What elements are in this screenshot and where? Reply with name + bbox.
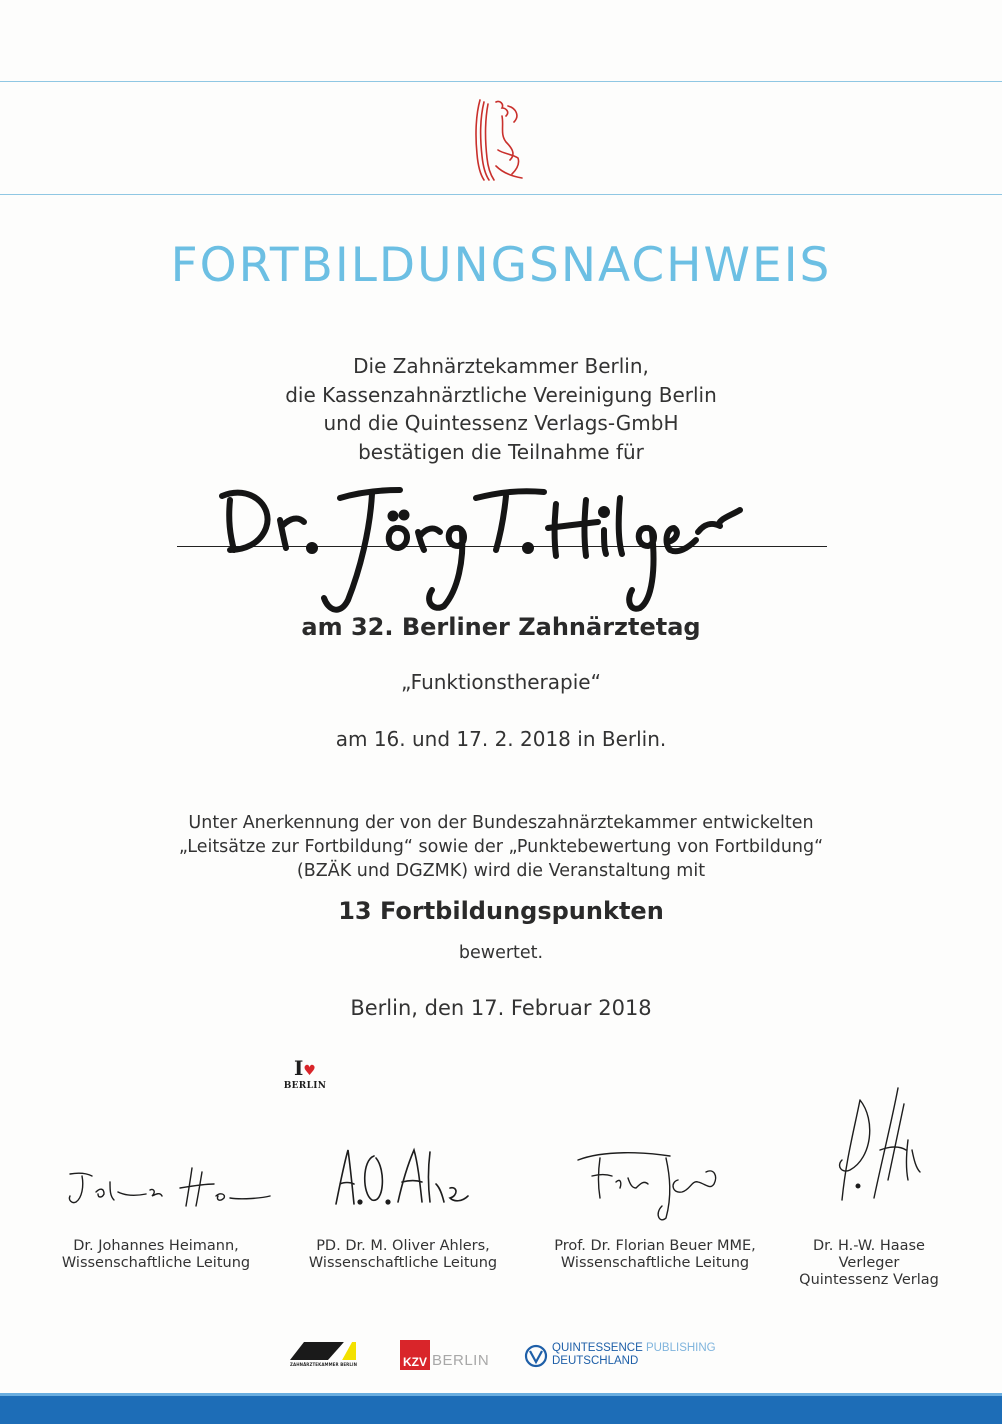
recognition-line: Unter Anerkennung der von der Bundeszahnärztekammer entwickelten: [188, 813, 814, 833]
signer-name: Dr. H.-W. Haase: [813, 1238, 925, 1254]
signer-role: Wissenschaftliche Leitung: [560, 1255, 750, 1271]
certificate-title: FORTBILDUNGSNACHWEIS: [170, 238, 832, 293]
signer-role: Wissenschaftliche Leitung: [308, 1255, 498, 1271]
signer-org: Quintessenz Verlag: [799, 1272, 939, 1288]
signer-haase: [790, 1238, 948, 1289]
points-awarded: 13 Fortbildungspunkten: [338, 897, 664, 925]
top-rule: [0, 81, 1002, 82]
signer-name: PD. Dr. M. Oliver Ahlers,: [316, 1238, 490, 1254]
sponsor-logos: [0, 1338, 1002, 1374]
signer-heimann: [40, 1238, 272, 1272]
recognition-line: „Leitsätze zur Fortbildung“ sowie der „Punktebewertung von Fortbildung“: [178, 837, 824, 857]
quint-country: DEUTSCHLAND: [552, 1355, 639, 1367]
signer-role: Verleger: [838, 1255, 900, 1271]
intro-line: Die Zahnärztekammer Berlin,: [353, 354, 649, 378]
quint-publishing: PUBLISHING: [645, 1342, 716, 1354]
badge-city: BERLIN: [283, 1081, 327, 1091]
badge-i: I: [294, 1056, 304, 1080]
rated-text: bewertet.: [458, 943, 544, 963]
intro-line: die Kassenzahnärztliche Vereinigung Berlin: [285, 382, 717, 407]
signature-heimann: [62, 1162, 272, 1212]
header-rule: [0, 194, 1002, 195]
signer-beuer: [540, 1238, 770, 1272]
signature-ahlers: [326, 1144, 476, 1210]
zahnaerztekammer-label: ZAHNÄRZTEKAMMER BERLIN: [290, 1362, 358, 1367]
event-name: am 32. Berliner Zahnärztetag: [301, 613, 701, 641]
event-date: am 16. und 17. 2. 2018 in Berlin.: [335, 727, 667, 751]
kzv-mark: KZV: [400, 1340, 430, 1370]
quintessence-logo: [524, 1342, 724, 1372]
signer-role: Wissenschaftliche Leitung: [61, 1255, 251, 1271]
intro-line: und die Quintessenz Verlags-GmbH: [323, 411, 679, 435]
signer-name: Dr. Johannes Heimann,: [73, 1238, 239, 1254]
signer-name: Prof. Dr. Florian Beuer MME,: [554, 1238, 756, 1254]
place-and-date: Berlin, den 17. Februar 2018: [350, 996, 652, 1020]
signature-haase: [820, 1080, 930, 1220]
signer-ahlers: [288, 1238, 518, 1272]
berlin-bear-emblem: [466, 94, 536, 184]
recognition-statement: [0, 811, 1002, 883]
quintessence-q-icon: [524, 1344, 548, 1368]
footer-bar: [0, 1396, 1002, 1424]
kzv-city: BERLIN: [432, 1352, 490, 1369]
intro-line: bestätigen die Teilnahme für: [358, 439, 644, 464]
kzv-logo: [400, 1340, 490, 1370]
event-topic: „Funktionstherapie“: [401, 670, 601, 694]
recognition-line: (BZÄK und DGZMK) wird die Veranstaltung mit: [296, 861, 706, 881]
quint-name: QUINTESSENCE: [552, 1342, 643, 1354]
tooth-heart-icon: ♥: [303, 1063, 316, 1079]
signature-beuer: [574, 1146, 724, 1226]
i-love-berlin-badge: [280, 1058, 330, 1091]
issuer-statement: [0, 352, 1002, 466]
